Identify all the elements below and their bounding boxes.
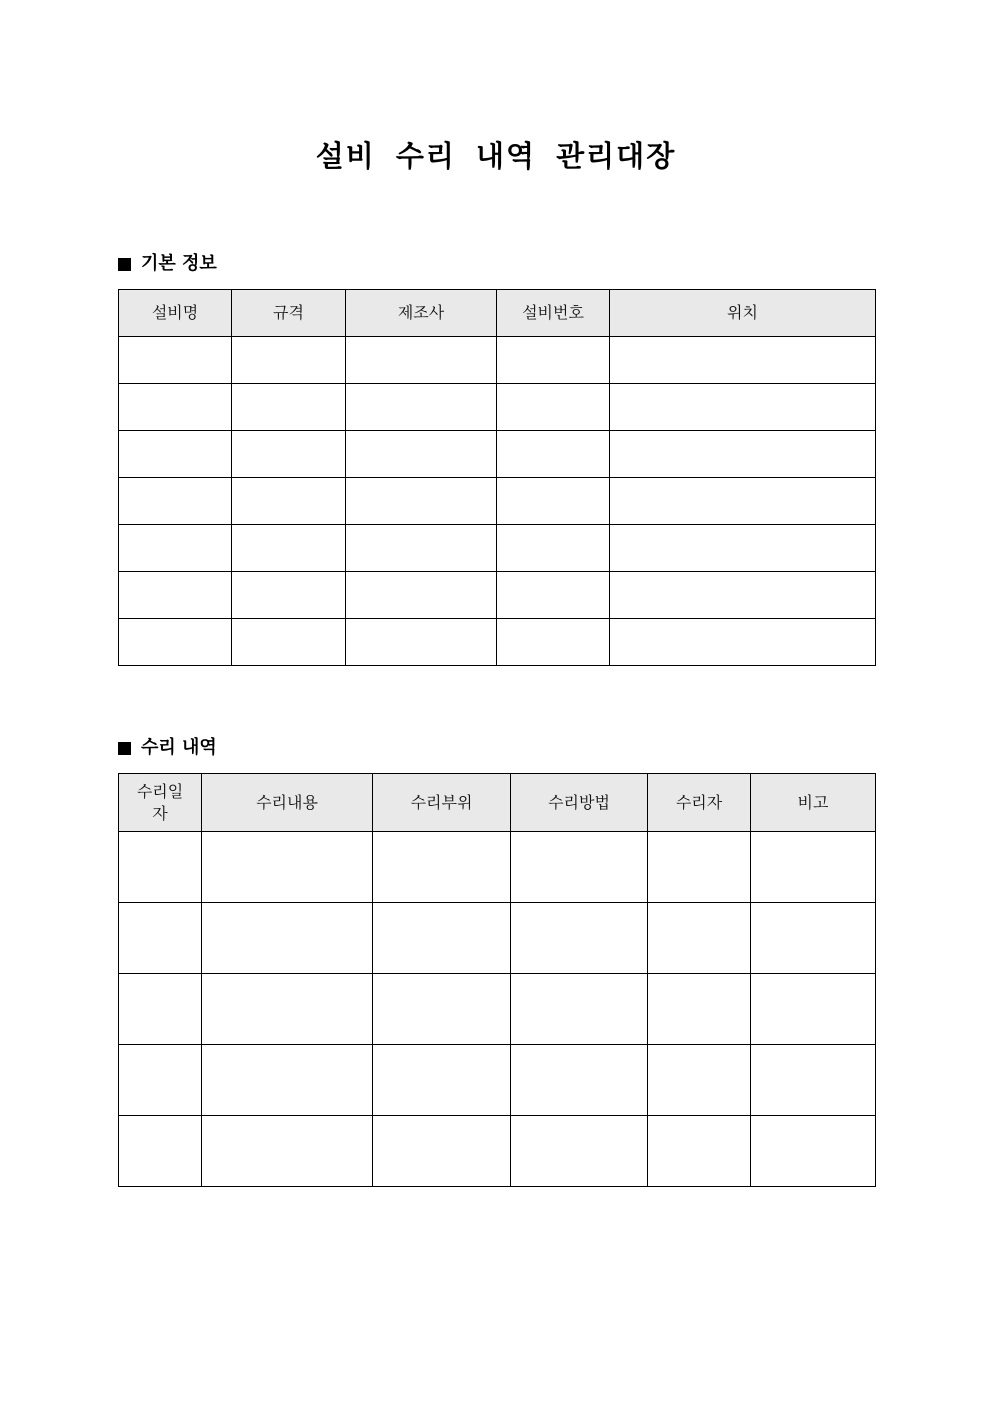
table-row	[119, 974, 876, 1045]
basic-info-cell[interactable]	[232, 572, 346, 619]
repair-history-cell[interactable]	[373, 903, 511, 974]
table-row	[119, 525, 876, 572]
repair-history-cell[interactable]	[648, 1045, 751, 1116]
basic-info-cell[interactable]	[497, 572, 610, 619]
repair-history-cell[interactable]	[119, 903, 202, 974]
basic-info-cell[interactable]	[497, 619, 610, 666]
basic-info-cell[interactable]	[346, 619, 497, 666]
repair-history-cell[interactable]	[511, 974, 648, 1045]
basic-info-cell[interactable]	[232, 525, 346, 572]
basic-info-cell[interactable]	[497, 525, 610, 572]
basic-info-cell[interactable]	[119, 619, 232, 666]
repair-history-cell[interactable]	[511, 1116, 648, 1187]
table-row	[119, 1116, 876, 1187]
basic-info-cell[interactable]	[119, 478, 232, 525]
header-location: 위치	[610, 290, 876, 337]
repair-history-cell[interactable]	[373, 1116, 511, 1187]
repair-history-cell[interactable]	[373, 974, 511, 1045]
repair-history-cell[interactable]	[119, 1045, 202, 1116]
basic-info-cell[interactable]	[346, 337, 497, 384]
repair-history-cell[interactable]	[202, 832, 373, 903]
repair-history-cell[interactable]	[751, 974, 876, 1045]
repair-history-cell[interactable]	[511, 1045, 648, 1116]
basic-info-heading-label: 기본 정보	[141, 253, 217, 274]
table-row	[119, 619, 876, 666]
square-bullet-icon	[118, 258, 131, 271]
header-repair-date: 수리일자	[119, 774, 202, 832]
header-repair-content: 수리내용	[202, 774, 373, 832]
page-title: 설비 수리 내역 관리대장	[315, 139, 677, 173]
repair-history-heading	[118, 736, 217, 760]
repair-history-cell[interactable]	[511, 903, 648, 974]
basic-info-cell[interactable]	[610, 525, 876, 572]
basic-info-cell[interactable]	[346, 384, 497, 431]
repair-history-cell[interactable]	[751, 832, 876, 903]
repair-history-cell[interactable]	[202, 903, 373, 974]
repair-history-cell[interactable]	[648, 832, 751, 903]
repair-history-table	[118, 773, 876, 1187]
repair-history-cell[interactable]	[648, 903, 751, 974]
basic-info-cell[interactable]	[119, 337, 232, 384]
header-manufacturer: 제조사	[346, 290, 497, 337]
table-row	[119, 1045, 876, 1116]
basic-info-cell[interactable]	[119, 384, 232, 431]
repair-history-cell[interactable]	[648, 1116, 751, 1187]
basic-info-cell[interactable]	[346, 572, 497, 619]
basic-info-cell[interactable]	[497, 337, 610, 384]
basic-info-cell[interactable]	[610, 619, 876, 666]
table-row	[119, 478, 876, 525]
repair-history-cell[interactable]	[202, 1116, 373, 1187]
table-row	[119, 832, 876, 903]
basic-info-cell[interactable]	[119, 572, 232, 619]
table-row	[119, 337, 876, 384]
basic-info-cell[interactable]	[119, 525, 232, 572]
basic-info-cell[interactable]	[497, 431, 610, 478]
basic-info-cell[interactable]	[346, 431, 497, 478]
header-specification: 규격	[232, 290, 346, 337]
basic-info-cell[interactable]	[610, 431, 876, 478]
header-equipment-number: 설비번호	[497, 290, 610, 337]
header-equipment-name: 설비명	[119, 290, 232, 337]
repair-history-cell[interactable]	[119, 974, 202, 1045]
repair-history-cell[interactable]	[511, 832, 648, 903]
table-row	[119, 431, 876, 478]
table-header-row	[119, 290, 876, 337]
square-bullet-icon	[118, 742, 131, 755]
basic-info-cell[interactable]	[232, 478, 346, 525]
header-repairer: 수리자	[648, 774, 751, 832]
basic-info-heading	[118, 252, 217, 276]
basic-info-table	[118, 289, 876, 666]
basic-info-cell[interactable]	[232, 431, 346, 478]
basic-info-cell[interactable]	[119, 431, 232, 478]
table-header-row	[119, 774, 876, 832]
header-repair-method: 수리방법	[511, 774, 648, 832]
repair-history-cell[interactable]	[751, 903, 876, 974]
repair-history-cell[interactable]	[751, 1116, 876, 1187]
repair-history-cell[interactable]	[202, 1045, 373, 1116]
repair-history-cell[interactable]	[202, 974, 373, 1045]
basic-info-cell[interactable]	[610, 384, 876, 431]
repair-history-cell[interactable]	[648, 974, 751, 1045]
header-repair-part: 수리부위	[373, 774, 511, 832]
repair-history-cell[interactable]	[373, 1045, 511, 1116]
basic-info-cell[interactable]	[497, 384, 610, 431]
table-row	[119, 903, 876, 974]
repair-history-cell[interactable]	[751, 1045, 876, 1116]
repair-history-cell[interactable]	[119, 832, 202, 903]
table-row	[119, 384, 876, 431]
repair-history-heading-label: 수리 내역	[141, 737, 217, 758]
basic-info-cell[interactable]	[346, 478, 497, 525]
repair-history-cell[interactable]	[119, 1116, 202, 1187]
basic-info-cell[interactable]	[232, 619, 346, 666]
table-row	[119, 572, 876, 619]
header-remarks: 비고	[751, 774, 876, 832]
basic-info-cell[interactable]	[610, 572, 876, 619]
basic-info-cell[interactable]	[610, 337, 876, 384]
basic-info-cell[interactable]	[346, 525, 497, 572]
basic-info-cell[interactable]	[610, 478, 876, 525]
repair-history-cell[interactable]	[373, 832, 511, 903]
basic-info-cell[interactable]	[497, 478, 610, 525]
basic-info-cell[interactable]	[232, 384, 346, 431]
basic-info-cell[interactable]	[232, 337, 346, 384]
